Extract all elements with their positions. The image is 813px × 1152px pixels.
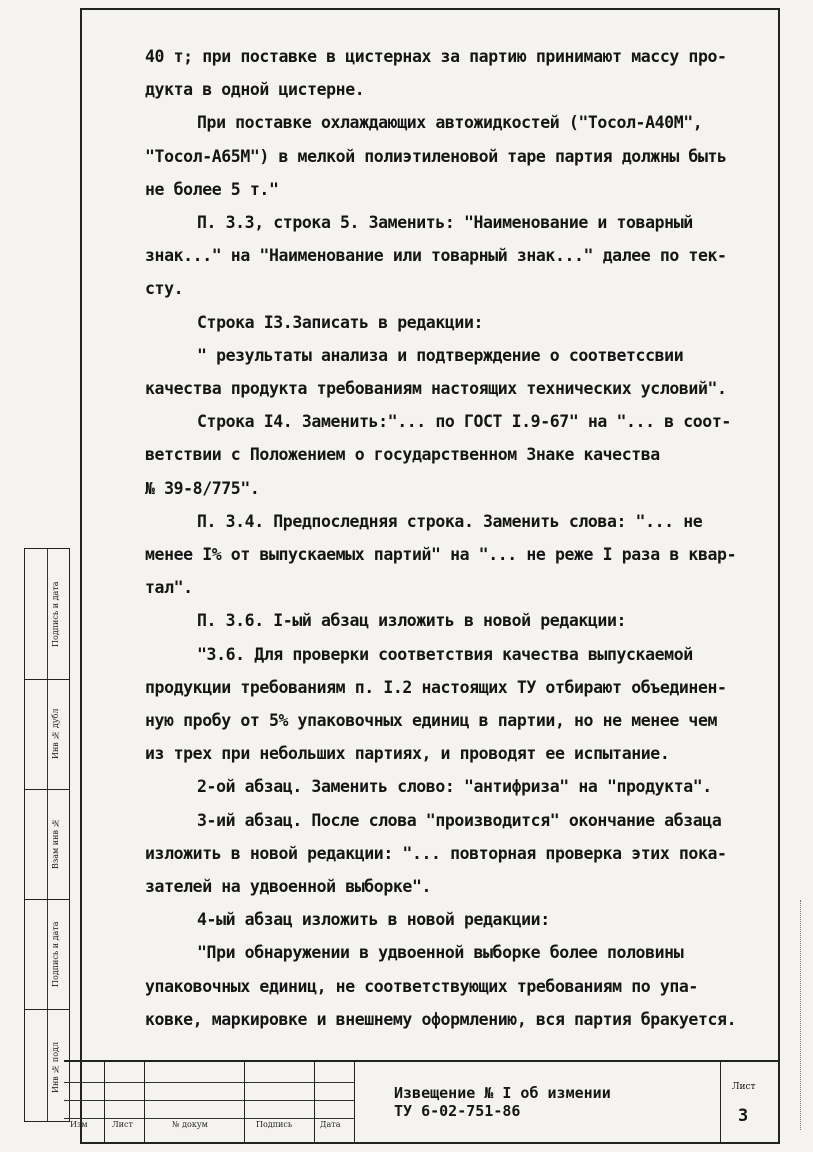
text-line: 4-ый абзац изложить в новой редакции: bbox=[197, 910, 550, 930]
text-line: изложить в новой редакции: "... повторная проверка этих пока- bbox=[145, 843, 727, 863]
text-line: Строка I3.Записать в редакции: bbox=[197, 312, 484, 332]
text-line: 2-ой абзац. Заменить слово: "антифриза" на "продукта". bbox=[197, 777, 712, 797]
title-block-col-line bbox=[720, 1062, 721, 1144]
text-line: знак..." на "Наименование или товарный знак..." далее по тек- bbox=[145, 246, 727, 266]
title-block-col-line bbox=[354, 1062, 355, 1144]
title-block-col-line bbox=[314, 1062, 315, 1144]
side-stamp-divider bbox=[47, 549, 48, 1121]
side-label-signature-date-2: Подпись и дата bbox=[51, 921, 60, 987]
text-line: дукта в одной цистерне. bbox=[145, 80, 365, 100]
text-line: ную пробу от 5% упаковочных единиц в партии, но не менее чем bbox=[145, 711, 718, 731]
text-line: "Тосол-А65М") в мелкой полиэтиленовой таре партия должны быть bbox=[145, 146, 727, 166]
notice-line-2: ТУ 6-02-751-86 bbox=[394, 1102, 521, 1120]
text-line: № 39-8/775". bbox=[145, 478, 260, 498]
text-line: П. 3.4. Предпоследняя строка. Заменить слова: "... не bbox=[197, 511, 703, 531]
text-line: 40 т; при поставке в цистернах за партию принимают массу про- bbox=[145, 47, 727, 66]
title-block-col-line bbox=[144, 1062, 145, 1144]
text-line: зателей на удвоенной выборке". bbox=[145, 877, 432, 897]
text-line: из трех при небольших партиях, и проводят ее испытание. bbox=[145, 744, 670, 764]
text-line: упаковочных единиц, не соответствующих требованиям по упа- bbox=[145, 976, 698, 996]
side-stamp-line bbox=[25, 899, 69, 900]
title-block-row-line bbox=[64, 1100, 354, 1101]
title-block-row-line bbox=[64, 1082, 354, 1083]
side-stamp-line bbox=[25, 679, 69, 680]
col-label-change: Изм bbox=[70, 1120, 88, 1129]
col-label-doc-number: № докум bbox=[172, 1120, 208, 1129]
text-line: ветствии с Положением о государственном Знаке качества bbox=[145, 445, 660, 465]
notice-line-1: Извещение № I об измении bbox=[394, 1084, 611, 1102]
text-line: качества продукта требованиям настоящих технических условий". bbox=[145, 379, 727, 399]
side-label-replacement-inventory: Взам инв № bbox=[51, 818, 60, 870]
text-line: тал". bbox=[145, 578, 193, 598]
sheet-number: 3 bbox=[738, 1106, 749, 1126]
side-label-dup-inventory: Инв № дубл bbox=[51, 708, 60, 760]
notice-title bbox=[394, 1084, 714, 1120]
side-label-signature-date-1: Подпись и дата bbox=[51, 581, 60, 647]
side-stamp bbox=[24, 548, 70, 1122]
text-line: Строка I4. Заменить:"... по ГОСТ I.9-67" на "... в соот- bbox=[197, 412, 731, 432]
text-line: ковке, маркировке и внешнему оформлению, вся партия бракуется. bbox=[145, 1009, 737, 1029]
text-line: "При обнаружении в удвоенной выборке более половины bbox=[197, 943, 684, 963]
text-line: не более 5 т." bbox=[145, 179, 279, 199]
col-label-date: Дата bbox=[320, 1120, 341, 1129]
text-line: П. 3.3, строка 5. Заменить: "Наименование и товарный bbox=[197, 213, 693, 233]
text-line: менее I% от выпускаемых партий" на "... не реже I раза в квар- bbox=[145, 545, 737, 565]
text-line: При поставке охлаждающих автожидкостей ("Тосол-А40М", bbox=[197, 113, 703, 133]
text-line: "3.6. Для проверки соответствия качества выпускаемой bbox=[197, 644, 693, 664]
scan-edge-marks bbox=[800, 900, 811, 1130]
side-label-original-inventory: Инв № подл bbox=[51, 1041, 60, 1093]
title-block bbox=[64, 1060, 780, 1144]
side-stamp-line bbox=[25, 789, 69, 790]
title-block-col-line bbox=[244, 1062, 245, 1144]
col-label-sheet: Лист bbox=[112, 1120, 133, 1129]
document-body bbox=[145, 40, 775, 1036]
text-line: 3-ий абзац. После слова "производится" окончание абзаца bbox=[197, 810, 722, 830]
col-label-signature: Подпись bbox=[256, 1120, 293, 1129]
text-line: " результаты анализа и подтверждение о соответсcвии bbox=[197, 345, 684, 365]
side-stamp-line bbox=[25, 1009, 69, 1010]
sheet-label: Лист bbox=[732, 1082, 756, 1092]
title-block-row-line bbox=[64, 1118, 354, 1119]
text-line: П. 3.6. I-ый абзац изложить в новой редакции: bbox=[197, 611, 627, 631]
text-line: сту. bbox=[145, 279, 184, 299]
title-block-col-line bbox=[104, 1062, 105, 1144]
text-line: продукции требованиям п. I.2 настоящих ТУ отбирают объединен- bbox=[145, 677, 727, 697]
